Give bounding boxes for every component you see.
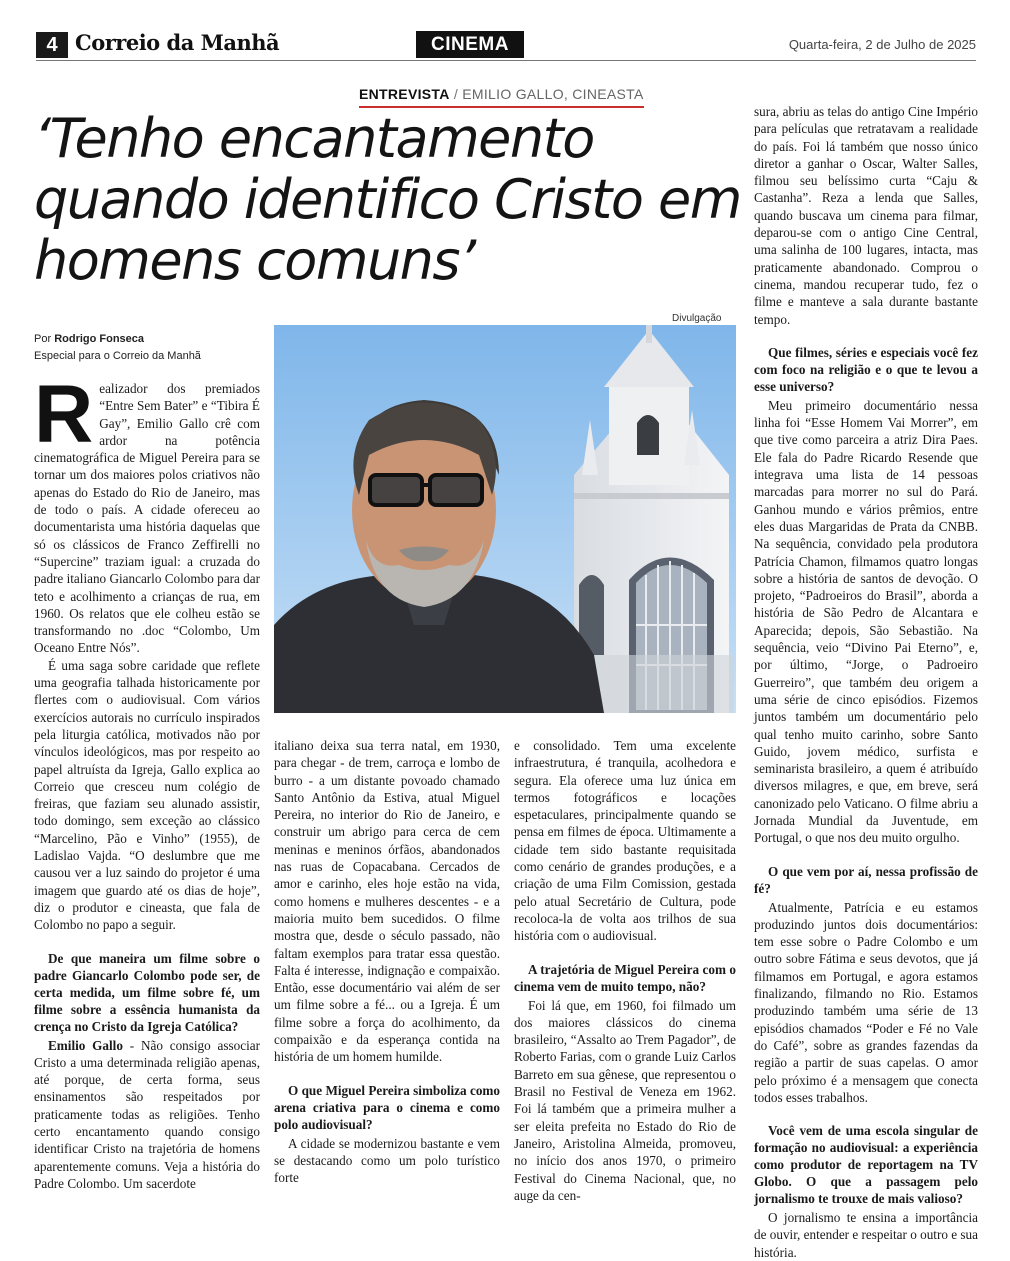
interview-question: Você vem de uma escola singular de formação no audiovisual: a experiência como produtor de reportagem na TV Globo. O que a passagem pelo jornalismo te trouxe de mais valioso? bbox=[754, 1123, 978, 1207]
article-headline: ‘Tenho encantamento quando identifico Cristo em homens comuns’ bbox=[34, 107, 741, 292]
interview-question: O que Miguel Pereira simboliza como arena criativa para o cinema e como polo audiovisual? bbox=[274, 1082, 500, 1132]
interview-answer: O jornalismo te ensina a importância de ouvir, entender e respeitar o outro e sua história. bbox=[754, 1210, 978, 1260]
article-photo bbox=[274, 325, 736, 713]
photo-credit: Divulgação bbox=[672, 313, 722, 324]
interview-question: De que maneira um filme sobre o padre Giancarlo Colombo pode ser, de certa medida, um filme sobre fé, um filme sobre a essência humanista da crença no Cristo da Igreja Católica? bbox=[34, 950, 260, 1034]
interview-answer: Foi lá que, em 1960, foi filmado um dos maiores clássicos do cinema brasileiro, “Assalto ao Trem Pagador”, de Roberto Farias, com o grande Luiz Carlos Barreto em sua gênese, que representou o Brasil no Festival de Veneza em 1962. Foi lá também que a primeira mulher a ser eleita prefeita no Estado do Rio de Janeiro, Aristolina Almeida, promoveu, no início dos anos 1970, o primeiro Festival do Cinema Nacional, que, no auge da cen- bbox=[514, 997, 736, 1203]
interview-answer: Atualmente, Patrícia e eu estamos produzindo juntos dois documentários: tem esse sobre o Padre Colombo e um outro sobre Fátima e seus devotos, que já filmamos em Portugal, e agora estamos finalizando, filmando no Rio. Estamos produzindo também uma série de 13 episódios chamados “Poder e Fé no Vale do Café”, sobre as grandes fazendas da região a partir de suas capelas. O amor pelo próximo é a mensagem que conecta todos esses trabalhos. bbox=[754, 899, 978, 1105]
byline-prefix: Por bbox=[34, 333, 52, 345]
byline-author: Rodrigo Fonseca bbox=[54, 333, 145, 345]
interview-question: A trajetória de Miguel Pereira com o cinema vem de muito tempo, não? bbox=[514, 961, 736, 994]
article-column-2 bbox=[274, 737, 500, 1187]
interview-question: Que filmes, séries e especiais você fez com foco na religião e o que te levou a esse universo? bbox=[754, 344, 978, 394]
article-column-4 bbox=[754, 103, 978, 1261]
body-paragraph: sura, abriu as telas do antigo Cine Império para películas que retratavam a realidade do país. Foi lá também que nosso único diretor a ganhar o Oscar, Walter Salles, filmou seu belíssimo curta “Caju & Castanha”. Reza a lenda que Salles, quando buscava um cinema para filmar, deparou-se com o antigo Cine Central, uma salinha de 100 lugares, intacta, mas praticamente abandonado. Comprou o cinema, mandou recuperar tudo, fez o filme e manteve a sala durante bastante tempo. bbox=[754, 104, 978, 327]
lead-paragraph: Realizador dos premiados “Entre Sem Bater” e “Tibira É Gay”, Emilio Gallo crê com ardor na potência cinematográfica de Miguel Pereira para se tornar um dos maiores polos criativos não apenas do Estado do Rio de Janeiro, mas de todo o país. A cidade ofereceu ao documentarista uma história daquelas que só os clássicos de Franco Zeffirelli no “Supercine” traziam igual: a cruzada do padre italiano Giancarlo Colombo para dar teto e acolhimento a crianças de rua, em 1960. Os relatos que ele colheu estão se transformando no .doc “Colombo, Um Oceano Entre Nós”. bbox=[34, 369, 260, 656]
masthead-logo: Correio da Manhã bbox=[75, 30, 280, 55]
byline bbox=[34, 331, 201, 365]
interview-question: O que vem por aí, nessa profissão de fé? bbox=[754, 863, 978, 896]
issue-date: Quarta-feira, 2 de Julho de 2025 bbox=[788, 37, 976, 52]
body-paragraph: e consolidado. Tem uma excelente infraestrutura, é tranquila, acolhedora e segura. Ela oferece uma luz única em termos fotográficos e locações espetaculares, principalmente quando se pensa em filmes de época. Ultimamente a cidade tem sido bastante requisitada como cenário de grandes produções, e a criação de uma Film Comission, gestada pelo atual Secretário de Cultura, pode recoloca-la de volta aos trilhos de sua história com o audiovisual. bbox=[514, 738, 736, 944]
interview-answer: A cidade se modernizou bastante e vem se destacando como um polo turístico forte bbox=[274, 1135, 500, 1186]
answer-speaker: Emilio Gallo bbox=[48, 1037, 123, 1053]
body-paragraph: É uma saga sobre caridade que reflete uma geografia talhada historicamente por flertes com o audiovisual. Com vários exercícios autorais no currículo inspirados pela liturgia católica, motivados não por vínculos ideológicos, mas por respeito ao papel altruísta da Igreja, Gallo explica ao Correio que cresceu num colégio de freiras, que faziam seu alunado assistir, todo domingo, sem exceção ao clássico “Marcelino, Pão e Vinho” (1955), de Ladislao Vajda. “O deslumbre que me causou ver a luz saindo do projetor é uma imagem que guardo até os dias de hoje”, diz o produtor e cineasta, que fala de Colombo no papo a seguir. bbox=[34, 657, 260, 933]
drop-cap: R bbox=[34, 369, 94, 460]
header-rule bbox=[36, 60, 976, 61]
article-column-1 bbox=[34, 369, 261, 1192]
article-kicker bbox=[359, 86, 644, 108]
byline-role: Especial para o Correio da Manhã bbox=[34, 350, 201, 362]
interview-answer: Emilio Gallo - Não consigo associar Cristo a uma determinada religião apenas, até porque, de certa forma, seus ensinamentos são respeitados por praticamente todas as religiões. Tenho certo encantamento quando consigo identificar Cristo na trajetória de homens aparentemente comuns. Veja a história do Padre Colombo. Um sacerdote bbox=[34, 1037, 261, 1191]
kicker-subject: EMILIO GALLO, CINEASTA bbox=[462, 86, 644, 102]
interview-answer: Meu primeiro documentário nessa linha foi “Esse Homem Vai Morrer”, em que tive como parceira a atriz Dira Paes. Ele fala do Padre Ricardo Resende que integrava uma lista de 14 pessoas marcadas para morrer no sul do Pará. Ganhou mundo e vários prêmios, entre eles duas Margaridas de Prata da CNBB. Na sequência, convidado pela produtora Patrícia Chamon, filmamos quatro longas sobre a história de santos de devoção. O projeto, “Padroeiros do Brasil”, aborda a história de São Pedro de Alcantara e Aparecida; depois, São Sebastião. Na sequência, veio “Divino Pai Eterno”, e, por último, “Jorge, o Padroeiro Guerreiro”, que também deu origem a uma série de cinco episódios. Fizemos juntos também um documentário pelo qual tenho muito carinho, sobre Santo Guido, jovem médico, surfista e seminarista brasileiro, a quem é atribuído diversos milagres, e que, em breve, será canonizado pelo Vaticano. O filme abriu a Jornada Mundial da Juventude, em Portugal, o que nos deu muito orgulho. bbox=[754, 397, 978, 846]
body-paragraph: italiano deixa sua terra natal, em 1930, para chegar - de trem, carroça e lombo de burro - a um distante povoado chamado Santo Antônio da Estiva, atual Miguel Pereira, no interior do Rio de Janeiro, e construir um abrigo para cerca de cem meninas e meninos órfãos, abandonados nas ruas de Copacabana. Cercados de amor e carinho, eles hoje estão na vida, como homens e mulheres descentes - e a maioria muito bem sucedidos. O filme mostra que, desde o século passado, não faltam exemplos para tratar essa questão. Falta é interesse, indignação e compaixão. Então, esse documentário vai além de ser um filme sobre a fé... ou a Igreja. É um filme sobre a força do acolhimento, da compaixão e da esperança contida na história de um homem humilde. bbox=[274, 738, 500, 1065]
section-label: CINEMA bbox=[416, 31, 524, 58]
kicker-separator: / bbox=[453, 86, 459, 102]
page-number: 4 bbox=[36, 32, 68, 58]
article-column-3 bbox=[514, 737, 736, 1204]
kicker-label: ENTREVISTA bbox=[359, 86, 450, 102]
portrait-with-church-image bbox=[274, 325, 736, 713]
